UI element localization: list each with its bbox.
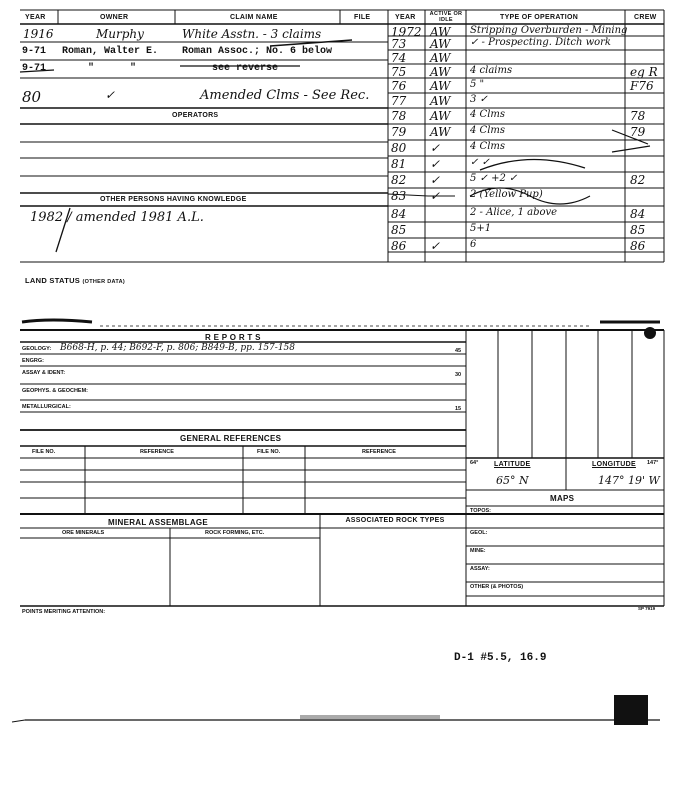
- form-number: SP 7919: [638, 606, 656, 611]
- activity-row-year: 1972: [391, 25, 422, 39]
- report-label: ASSAY & IDENT:: [22, 370, 66, 376]
- activity-row-status: ✓: [430, 173, 441, 187]
- longitude-value: 147° 19' W: [598, 474, 660, 487]
- knowledge-label: OTHER PERSONS HAVING KNOWLEDGE: [100, 196, 247, 203]
- col-file: FILE: [354, 14, 371, 21]
- activity-row-operation: 6: [470, 239, 477, 250]
- owner-row-1-year: 1916: [23, 27, 54, 41]
- activity-row-year: 80: [391, 141, 407, 155]
- activity-row-operation: 4 Clms: [470, 141, 506, 152]
- activity-row-operation: 5 ✓ +2 ✓: [470, 173, 518, 184]
- activity-row-crew: F76: [630, 79, 654, 93]
- activity-row-operation: 2 - Alice, 1 above: [470, 207, 558, 218]
- bottom-note: D-1 #5.5, 16.9: [454, 652, 547, 664]
- col-year-2: YEAR: [395, 14, 416, 21]
- ore-minerals-label: ORE MINERALS: [62, 530, 105, 536]
- activity-row-year: 85: [391, 223, 407, 237]
- activity-row-status: AW: [430, 79, 451, 93]
- col-crew: CREW: [634, 14, 657, 21]
- activity-row-crew: 85: [630, 223, 646, 237]
- activity-row-year: 81: [391, 157, 407, 171]
- owner-row-2-owner: Roman, Walter E.: [62, 46, 159, 57]
- report-label: GEOLOGY:: [22, 346, 52, 352]
- report-number: 15: [455, 406, 462, 412]
- maps-row-label: ASSAY:: [470, 566, 490, 572]
- activity-row-status: ✓: [430, 239, 441, 253]
- land-status-label: [25, 276, 125, 285]
- activity-row-year: 86: [391, 239, 407, 253]
- land-status-sub: (OTHER DATA): [82, 279, 125, 285]
- activity-row-operation: 4 claims: [470, 65, 513, 76]
- activity-row-crew: 82: [630, 173, 646, 187]
- latitude-value: 65° N: [496, 474, 529, 487]
- activity-row-status: AW: [430, 125, 451, 139]
- activity-row-operation: 5 ": [470, 79, 485, 90]
- owner-row-3-claim: see reverse: [212, 63, 279, 74]
- activity-row-status: ✓: [430, 157, 441, 171]
- report-number: 45: [455, 348, 462, 354]
- activity-row-status: AW: [430, 51, 451, 65]
- associated-rock-types-label: ASSOCIATED ROCK TYPES: [345, 517, 445, 524]
- activity-row-operation: ✓ - Prospecting. Ditch work: [470, 37, 611, 48]
- maps-row-label: TOPOS:: [470, 508, 491, 514]
- maps-title: MAPS: [550, 494, 575, 503]
- maps-row-label: MINE:: [470, 548, 486, 554]
- form-punch-mark: [644, 327, 656, 339]
- activity-row-crew: eg R: [630, 65, 658, 79]
- col-year: YEAR: [25, 14, 46, 21]
- col-owner: OWNER: [100, 14, 129, 21]
- activity-row-status: AW: [430, 25, 451, 39]
- report-value: B668-H, p. 44; B692-F, p. 806; B849-B, pp. 157-158: [60, 343, 295, 353]
- activity-row-status: ✓: [430, 141, 441, 155]
- activity-row-crew: 78: [630, 109, 646, 123]
- gr-col-ref-1: REFERENCE: [140, 449, 174, 455]
- lat-mark: 64°: [470, 460, 479, 466]
- activity-row-status: AW: [430, 94, 451, 108]
- report-label: GEOPHYS. & GEOCHEM:: [22, 388, 89, 394]
- activity-row-year: 74: [391, 51, 407, 65]
- activity-row-operation: Stripping Overburden - Mining: [470, 25, 628, 36]
- activity-row-crew: 86: [630, 239, 646, 253]
- activity-row-operation: ✓ ✓: [470, 157, 490, 168]
- lon-mark: 147°: [647, 460, 659, 466]
- general-references-title: GENERAL REFERENCES: [180, 434, 282, 443]
- gr-col-ref-2: REFERENCE: [362, 449, 396, 455]
- knowledge-note: 1982 / amended 1981 A.L.: [30, 210, 204, 225]
- owner-row-2-claim: Roman Assoc.; No. 6 below: [182, 46, 333, 57]
- gr-col-file-1: FILE NO.: [32, 449, 56, 455]
- activity-row-year: 75: [391, 65, 407, 79]
- maps-row-label: OTHER (& PHOTOS): [470, 584, 524, 590]
- rock-forming-label: ROCK FORMING, ETC.: [205, 530, 265, 536]
- activity-row-status: AW: [430, 109, 451, 123]
- owner-row-4-claim: Amended Clms - See Rec.: [200, 88, 370, 103]
- land-status-title: LAND STATUS: [25, 276, 81, 285]
- activity-row-year: 77: [391, 94, 407, 108]
- activity-row-year: 83: [391, 189, 407, 203]
- owner-row-2-year: 9-71: [22, 46, 47, 57]
- owner-row-3-year: 9-71: [22, 63, 47, 74]
- owner-row-4-year: 80: [22, 88, 42, 106]
- activity-row-operation: 2 (Yellow Pup): [470, 189, 543, 200]
- report-label: METALLURGICAL:: [22, 404, 71, 410]
- activity-row-status: AW: [430, 65, 451, 79]
- points-meriting-attention: POINTS MERITING ATTENTION:: [22, 609, 106, 615]
- activity-row-status: ✓: [430, 189, 441, 203]
- report-number: 30: [455, 372, 462, 378]
- activity-row-year: 84: [391, 207, 407, 221]
- operators-label: OPERATORS: [172, 112, 219, 119]
- owner-row-3-ditto: ": [88, 63, 95, 74]
- owner-row-1-owner: Murphy: [96, 27, 144, 41]
- owner-row-4-check: ✓: [105, 88, 116, 102]
- gr-col-file-2: FILE NO.: [257, 449, 281, 455]
- latitude-label: LATITUDE: [494, 461, 531, 468]
- activity-row-operation: 3 ✓: [470, 94, 488, 105]
- owner-row-1-claim: White Asstn. - 3 claims: [182, 27, 322, 41]
- mineral-assemblage-title: MINERAL ASSEMBLAGE: [108, 518, 209, 527]
- col-type-of-operation: TYPE OF OPERATION: [500, 14, 579, 21]
- activity-row-operation: 5+1: [470, 223, 492, 234]
- report-label: ENGRG:: [22, 358, 44, 364]
- activity-row-operation: 4 Clms: [470, 109, 506, 120]
- activity-row-status: AW: [430, 37, 451, 51]
- maps-row-label: GEOL:: [470, 530, 488, 536]
- activity-row-operation: 4 Clms: [470, 125, 506, 136]
- activity-row-crew: 79: [630, 125, 646, 139]
- activity-row-crew: 84: [630, 207, 646, 221]
- longitude-label: LONGITUDE: [592, 461, 636, 468]
- activity-row-year: 79: [391, 125, 407, 139]
- reports-title: R E P O R T S: [205, 333, 261, 342]
- activity-row-year: 78: [391, 109, 407, 123]
- col-active-idle: ACTIVE OR IDLE: [429, 11, 463, 23]
- activity-row-year: 76: [391, 79, 407, 93]
- activity-row-year: 82: [391, 173, 407, 187]
- owner-row-3-ditto-2: ": [130, 63, 137, 74]
- col-claim-name: CLAIM NAME: [230, 14, 278, 21]
- activity-row-year: 73: [391, 37, 407, 51]
